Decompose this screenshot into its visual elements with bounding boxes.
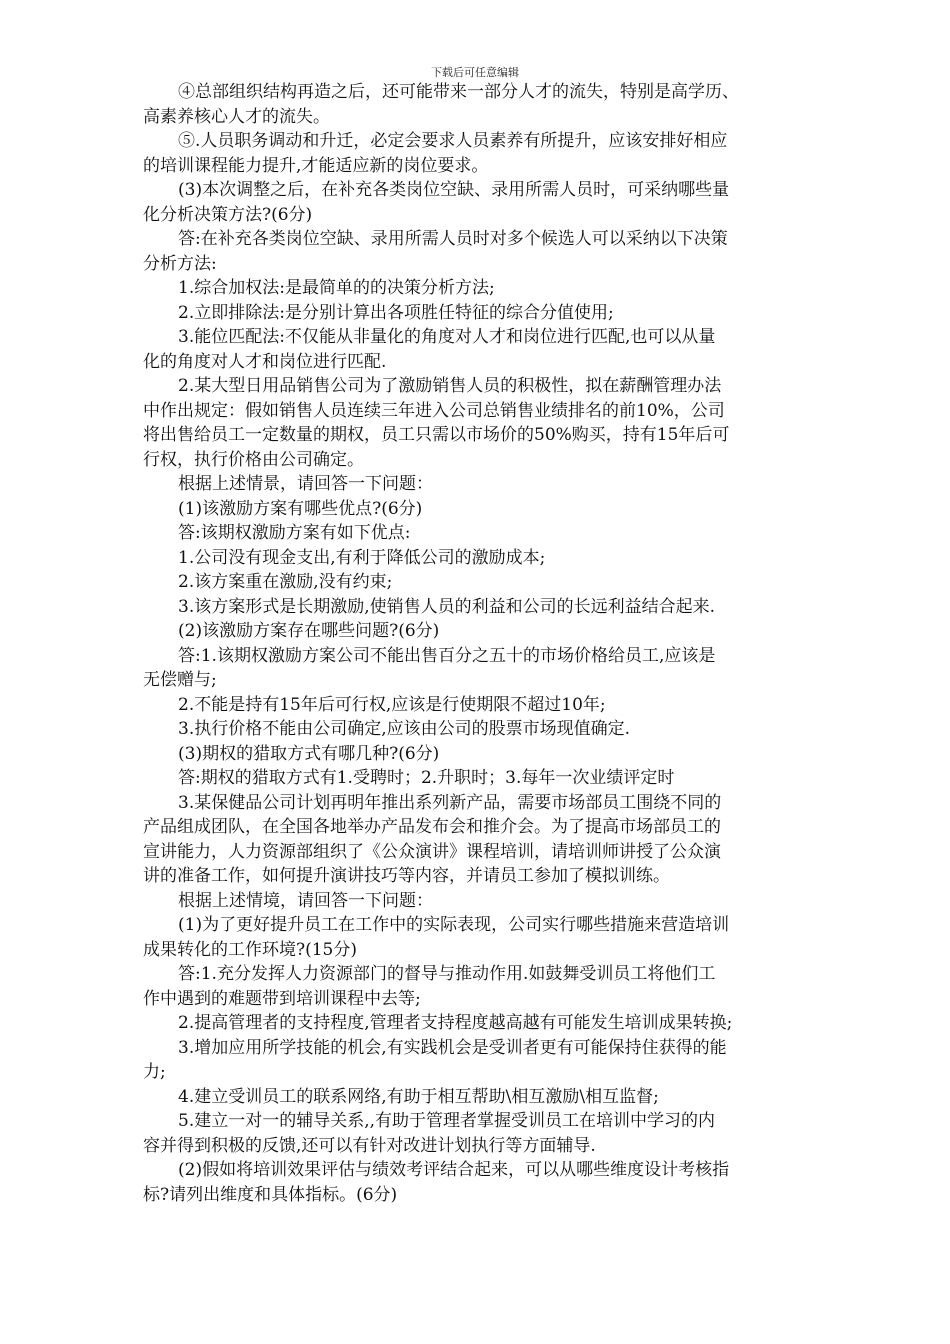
text-line: 5.建立一对一的辅导关系,,有助于管理者掌握受训员工在培训中学习的内 (178, 1111, 716, 1131)
text-line: 答:该期权激励方案有如下优点: (178, 523, 411, 543)
text-line: 根据上述情景，请回答一下问题： (178, 474, 433, 494)
text-line: 答:1.充分发挥人力资源部门的督导与推动作用.如鼓舞受训员工将他们工 (178, 964, 716, 984)
text-line: 无偿赠与; (143, 670, 217, 690)
text-line: 答:在补充各类岗位空缺、录用所需人员时对多个候选人可以采纳以下决策 (178, 229, 728, 249)
text-line: 2.该方案重在激励,没有约束; (178, 572, 393, 592)
text-line: 1.综合加权法:是最简单的的决策分析方法; (178, 278, 495, 298)
document-body (143, 80, 807, 1207)
text-line: (2)假如将培训效果评估与绩效考评结合起来，可以从哪些维度设计考核指 (178, 1160, 730, 1180)
text-line: (3)期权的猎取方式有哪几种?(6分) (178, 743, 440, 764)
text-line: 宣讲能力，人力资源部组织了《公众演讲》课程培训，请培训师讲授了公众演 (143, 841, 721, 862)
text-line: 3.增加应用所学技能的机会,有实践机会是受训者更有可能保持住获得的能 (178, 1037, 727, 1058)
text-line: 答:期权的猎取方式有1.受聘时；2.升职时；3.每年一次业绩评定时 (178, 768, 675, 788)
text-line: 3.执行价格不能由公司确定,应该由公司的股票市场现值确定. (178, 719, 631, 739)
text-line: 2.提高管理者的支持程度,管理者支持程度越高越有可能发生培训成果转换; (178, 1013, 733, 1033)
text-line: (1)为了更好提升员工在工作中的实际表现，公司实行哪些措施来营造培训 (178, 915, 730, 935)
text-line: 3.该方案形式是长期激励,使销售人员的利益和公司的长远利益结合起来. (178, 596, 716, 617)
text-line: (2)该激励方案存在哪些问题?(6分) (178, 621, 440, 641)
text-line: 作中遇到的难题带到培训课程中去等; (143, 988, 421, 1009)
text-line: (3)本次调整之后，在补充各类岗位空缺、录用所需人员时，可采纳哪些量 (178, 180, 730, 200)
text-line: 成果转化的工作环境?(15分) (143, 939, 358, 960)
text-line: (1)该激励方案有哪些优点?(6分) (178, 498, 423, 519)
text-line: 根据上述情境，请回答一下问题： (178, 890, 433, 911)
text-line: 化分析决策方法?(6分) (143, 204, 313, 225)
text-line: 行权，执行价格由公司确定。 (143, 449, 364, 470)
text-line: 2.不能是持有15年后可行权,应该是行使期限不超过10年; (178, 694, 606, 715)
text-line: 容并得到积极的反馈,还可以有针对改进计划执行等方面辅导. (143, 1135, 596, 1156)
text-line: 1.公司没有现金支出,有利于降低公司的激励成本; (178, 547, 546, 568)
text-line: 2.某大型日用品销售公司为了激励销售人员的积极性，拟在薪酬管理办法 (178, 376, 722, 396)
text-line: 4.建立受训员工的联系网络,有助于相互帮助\相互激励\相互监督; (178, 1086, 659, 1107)
text-line: 产品组成团队，在全国各地举办产品发布会和推介会。为了提高市场部员工的 (143, 817, 721, 837)
text-line: ④总部组织结构再造之后，还可能带来一部分人才的流失，特别是高学历、 (178, 82, 739, 102)
text-line: 3.某保健品公司计划再明年推出系列新产品，需要市场部员工围绕不同的 (178, 792, 722, 813)
text-line: 将出售给员工一定数量的期权，员工只需以市场价的50%购买，持有15年后可 (143, 425, 730, 445)
text-line: 化的角度对人才和岗位进行匹配. (143, 351, 387, 372)
text-line: 2.立即排除法:是分别计算出各项胜任特征的综合分值使用; (178, 302, 614, 323)
text-line: 答:1.该期权激励方案公司不能出售百分之五十的市场价格给员工,应该是 (178, 645, 716, 666)
text-line: ⑤.人员职务调动和升迁，必定会要求人员素养有所提升，应该安排好相应 (178, 131, 728, 151)
page-header: 下载后可任意编辑 (431, 66, 519, 79)
text-line: 力; (143, 1062, 166, 1082)
text-line: 分析方法: (143, 253, 217, 274)
text-line: 的培训课程能力提升,才能适应新的岗位要求。 (143, 155, 489, 176)
text-line: 讲的准备工作，如何提升演讲技巧等内容，并请员工参加了模拟训练。 (143, 866, 670, 886)
text-line: 中作出规定：假如销售人员连续三年进入公司总销售业绩排名的前10%，公司 (143, 400, 725, 421)
text-line: 3.能位匹配法:不仅能从非量化的角度对人才和岗位进行匹配,也可以从量 (178, 327, 716, 347)
text-line: 标?请列出维度和具体指标。(6分) (143, 1184, 398, 1205)
text-line: 高素养核心人才的流失。 (143, 106, 330, 127)
